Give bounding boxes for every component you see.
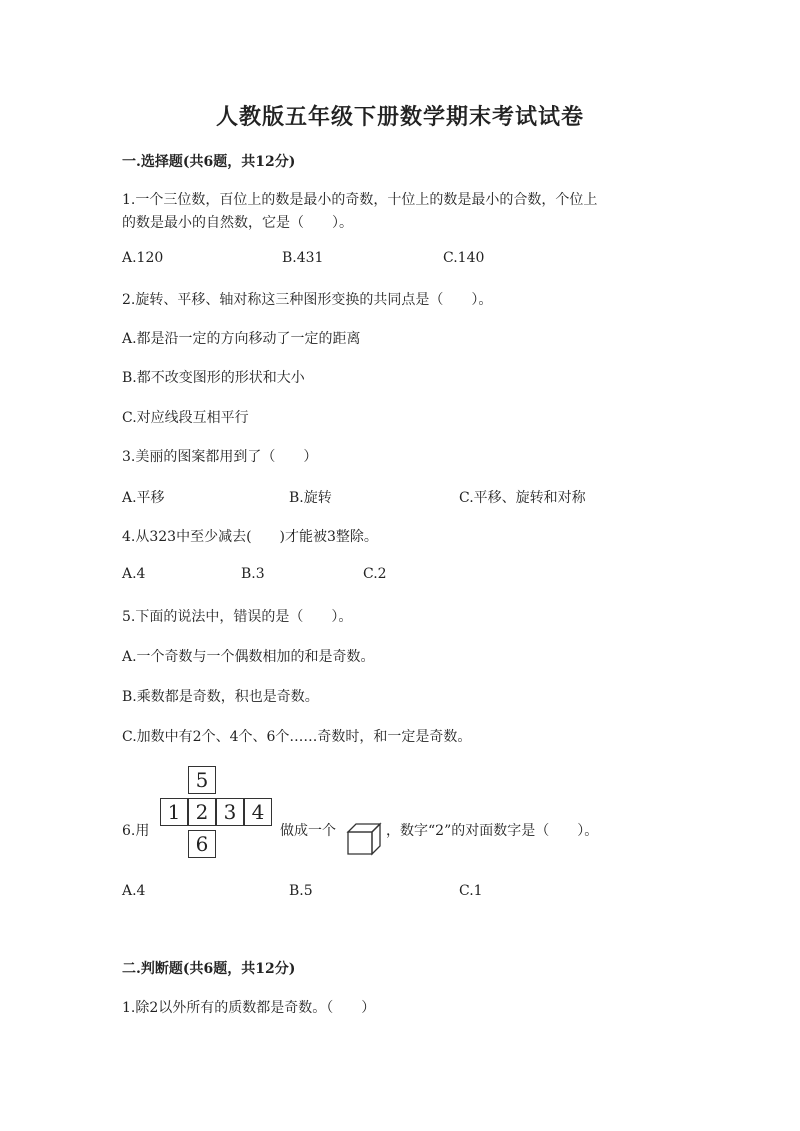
net-cell-bottom: 6 bbox=[188, 830, 216, 858]
q2-text: 2.旋转、平移、轴对称这三种图形变换的共同点是（ ）。 bbox=[122, 292, 493, 308]
exam-title: 人教版五年级下册数学期末考试试卷 bbox=[215, 104, 584, 130]
s2-q1-text: 1.除2以外所有的质数都是奇数。（ ） bbox=[122, 1000, 376, 1016]
q6-middle: 做成一个 bbox=[280, 823, 336, 839]
net-cell-1: 1 bbox=[160, 798, 188, 826]
net-cell-top: 5 bbox=[188, 766, 216, 794]
q6-option-b[interactable]: B.5 bbox=[289, 883, 313, 899]
q5-option-b[interactable]: B.乘数都是奇数，积也是奇数。 bbox=[122, 689, 319, 705]
q3-text: 3.美丽的图案都用到了（ ） bbox=[122, 449, 318, 465]
q2-option-c[interactable]: C.对应线段互相平行 bbox=[122, 410, 249, 426]
q5-option-a[interactable]: A.一个奇数与一个偶数相加的和是奇数。 bbox=[122, 649, 375, 665]
q5-option-c[interactable]: C.加数中有2个、4个、6个……奇数时，和一定是奇数。 bbox=[122, 729, 472, 745]
q5-text: 5.下面的说法中，错误的是（ ）。 bbox=[122, 609, 353, 625]
q6-suffix: ，数字“2”的对面数字是（ ）。 bbox=[386, 823, 599, 839]
section1-heading: 一.选择题(共6题，共12分) bbox=[122, 154, 296, 170]
net-cell-4: 4 bbox=[244, 798, 272, 826]
q6-option-a[interactable]: A.4 bbox=[122, 883, 146, 899]
net-cell-2: 2 bbox=[188, 798, 216, 826]
q1-option-c[interactable]: C.140 bbox=[443, 250, 485, 266]
cube-icon bbox=[346, 820, 382, 856]
q4-text: 4.从323中至少减去( )才能被3整除。 bbox=[122, 529, 378, 545]
q3-option-a[interactable]: A.平移 bbox=[122, 490, 165, 506]
q1-text-line2: 的数是最小的自然数，它是（ ）。 bbox=[122, 215, 353, 231]
q4-option-b[interactable]: B.3 bbox=[241, 566, 265, 582]
q3-option-b[interactable]: B.旋转 bbox=[289, 490, 332, 506]
q4-option-a[interactable]: A.4 bbox=[122, 566, 146, 582]
q1-option-b[interactable]: B.431 bbox=[282, 250, 324, 266]
cube-net-figure bbox=[160, 766, 276, 858]
q6-prefix: 6.用 bbox=[122, 823, 150, 839]
q1-option-a[interactable]: A.120 bbox=[122, 250, 164, 266]
net-cell-3: 3 bbox=[216, 798, 244, 826]
q4-option-c[interactable]: C.2 bbox=[363, 566, 387, 582]
q2-option-a[interactable]: A.都是沿一定的方向移动了一定的距离 bbox=[122, 331, 361, 347]
section2-heading: 二.判断题(共6题，共12分) bbox=[122, 961, 296, 977]
q1-text-line1: 1.一个三位数，百位上的数是最小的奇数，十位上的数是最小的合数，个位上 bbox=[122, 192, 598, 208]
q2-option-b[interactable]: B.都不改变图形的形状和大小 bbox=[122, 370, 305, 386]
q6-option-c[interactable]: C.1 bbox=[459, 883, 483, 899]
q3-option-c[interactable]: C.平移、旋转和对称 bbox=[459, 490, 586, 506]
